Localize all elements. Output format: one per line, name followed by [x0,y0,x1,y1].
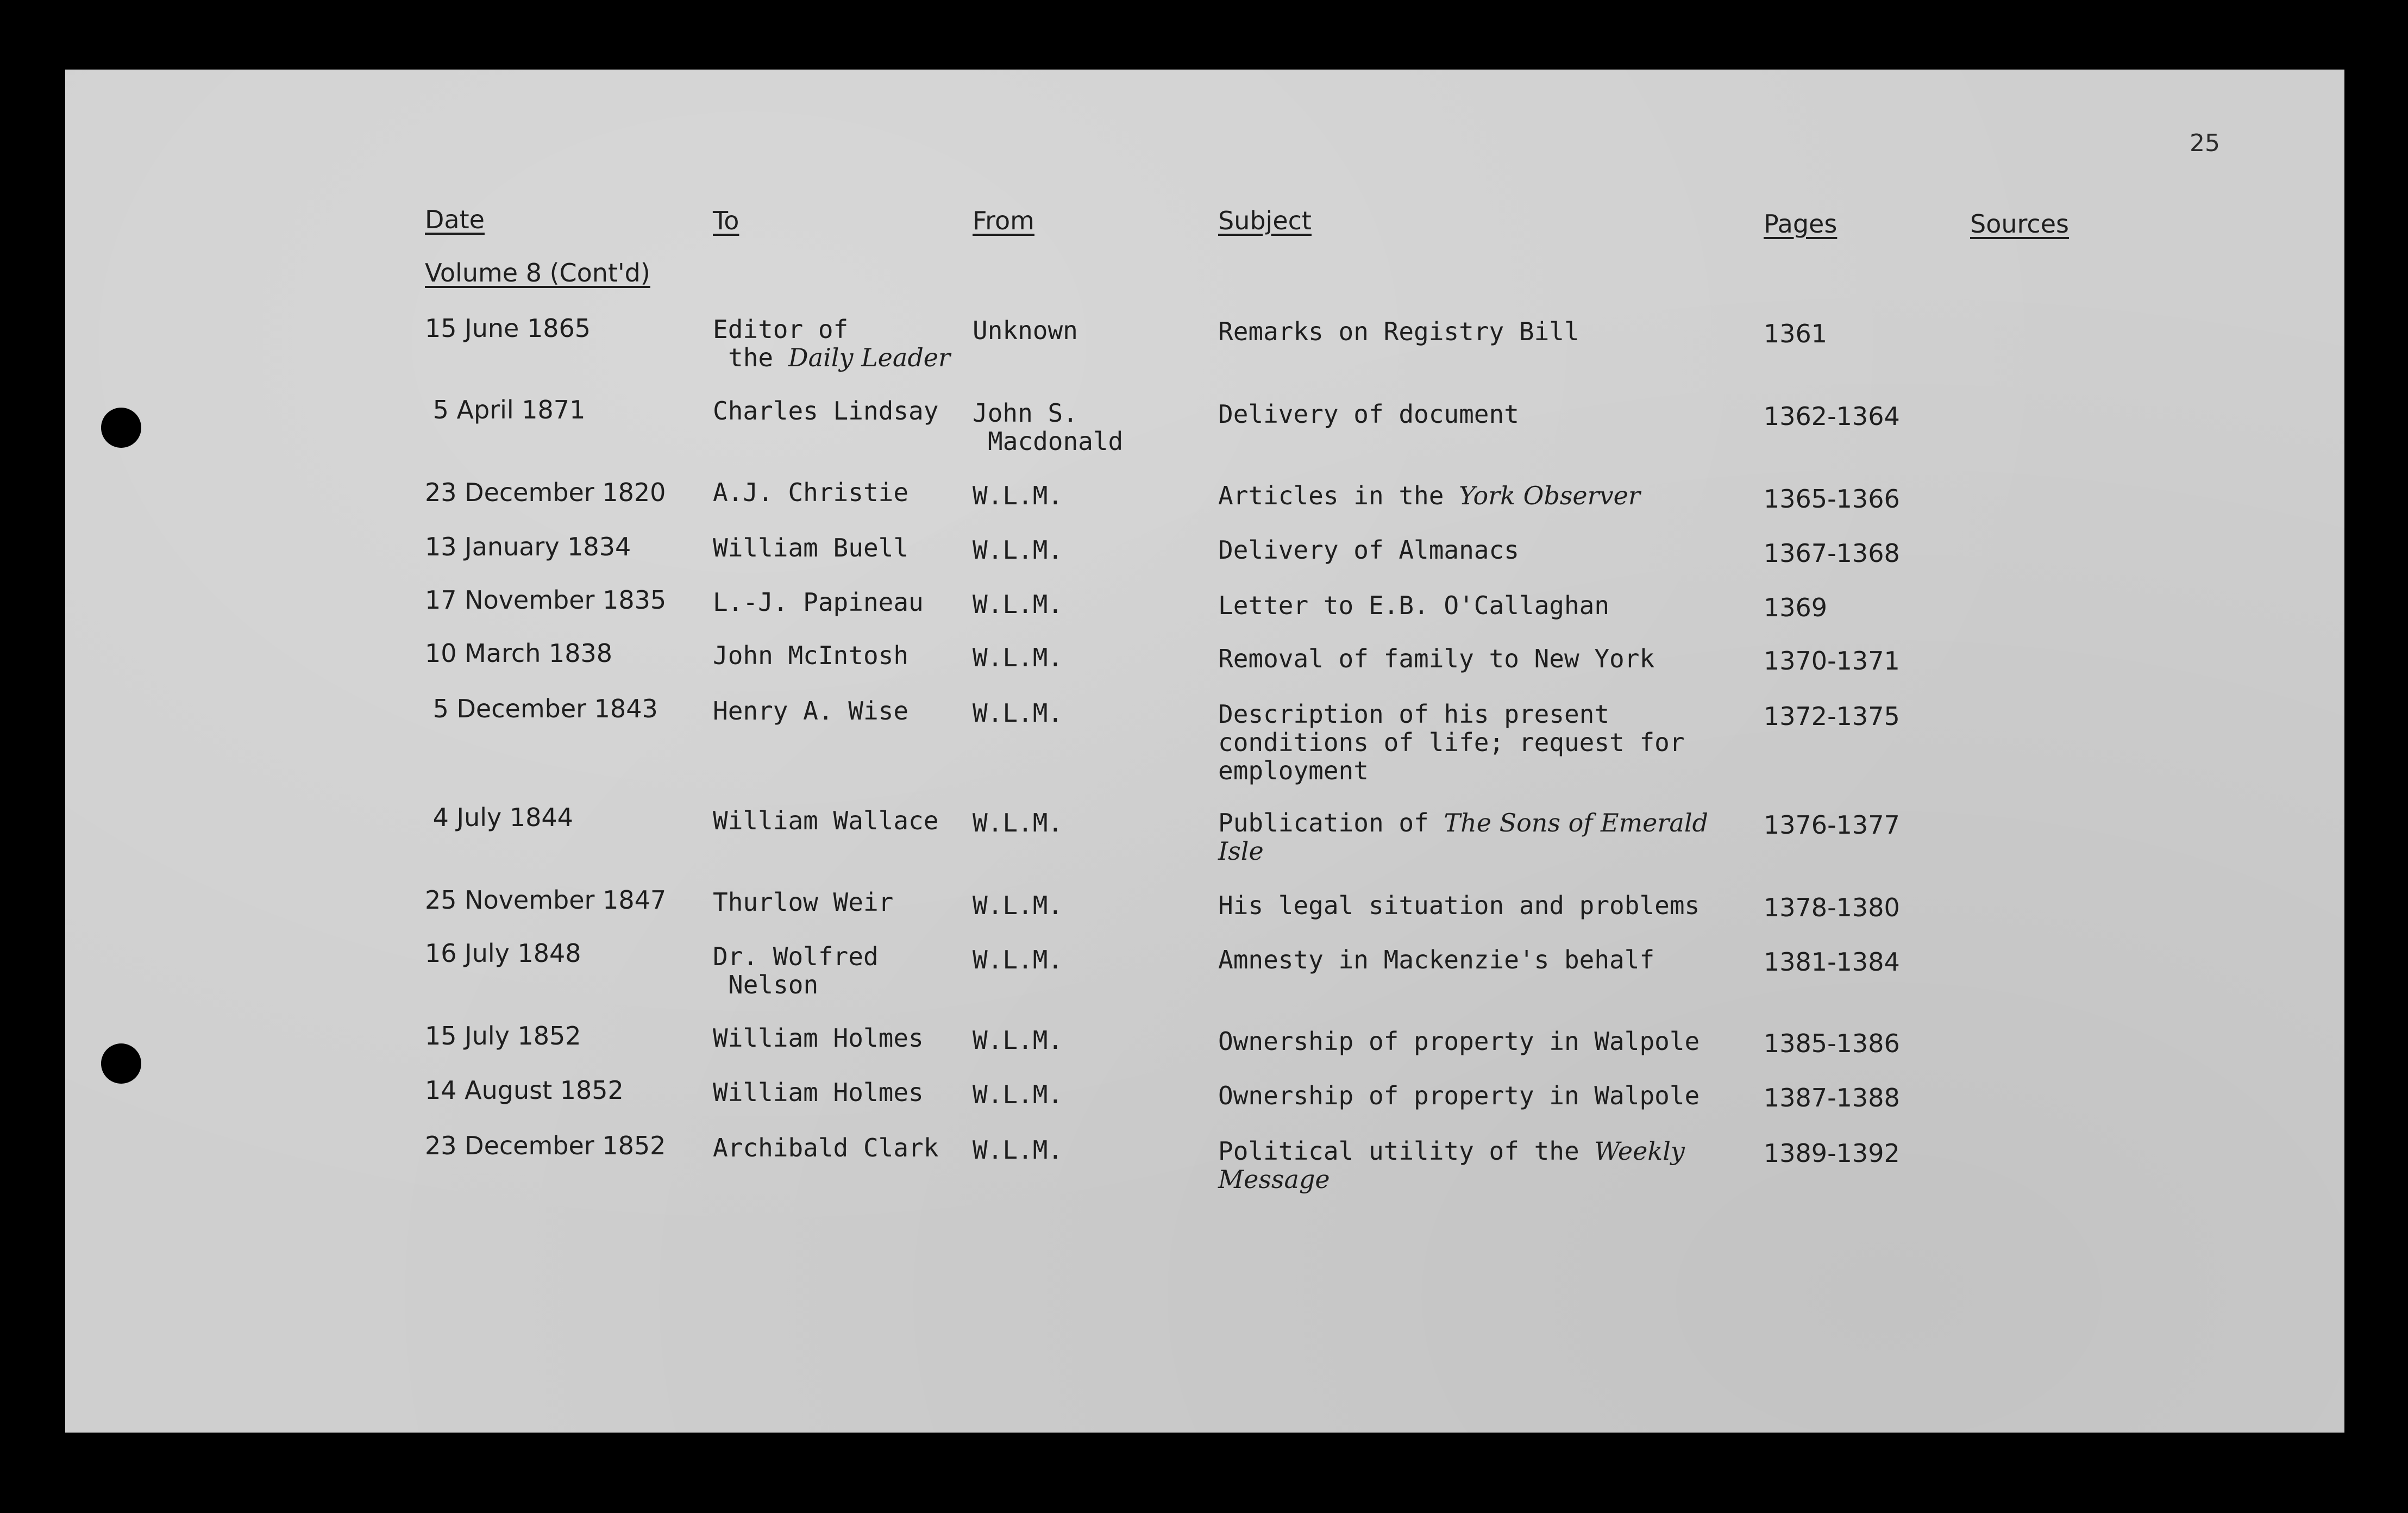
row-pages: 1369 [1764,593,1828,622]
row-to: Dr. Wolfred Nelson [713,942,879,999]
row-pages: 1378-1380 [1764,893,1900,922]
header-sources: Sources [1970,209,2069,239]
row-date: 4 July 1844 [425,803,573,832]
row-to: Thurlow Weir [713,887,894,917]
row-pages: 1381-1384 [1764,947,1900,977]
document-page [65,70,2344,1433]
row-subject: Ownership of property in Walpole [1218,1027,1700,1056]
row-from: W.L.M. [973,698,1063,728]
row-to: Archibald Clark [713,1133,939,1162]
row-pages: 1367-1368 [1764,539,1900,568]
row-from: W.L.M. [973,1080,1063,1109]
row-from: W.L.M. [973,590,1063,619]
row-date: 23 December 1852 [425,1131,666,1160]
row-to: John McIntosh [713,641,909,670]
header-pages: Pages [1764,209,1838,239]
row-from: W.L.M. [973,945,1063,974]
row-to: L.-J. Papineau [713,587,924,617]
row-from: W.L.M. [973,643,1063,672]
row-from: W.L.M. [973,1135,1063,1165]
row-subject: Removal of family to New York [1218,644,1655,673]
header-subject: Subject [1218,206,1312,235]
row-date: 23 December 1820 [425,478,666,507]
row-date: 13 January 1834 [425,532,631,561]
row-subject: His legal situation and problems [1218,891,1700,920]
page-number: 25 [2190,129,2220,157]
row-from: W.L.M. [973,1026,1063,1055]
row-subject: Amnesty in Mackenzie's behalf [1218,945,1655,974]
row-from: W.L.M. [973,481,1063,510]
row-date: 5 December 1843 [425,694,658,723]
row-subject: Ownership of property in Walpole [1218,1081,1700,1110]
row-subject: Remarks on Registry Bill [1218,317,1579,346]
row-pages: 1372-1375 [1764,702,1900,731]
row-subject: Delivery of document [1218,399,1519,429]
row-to: Henry A. Wise [713,696,909,726]
row-subject: Description of his present conditions of life; request for employment [1218,699,1685,785]
row-date: 10 March 1838 [425,639,613,668]
header-date: Date [425,205,485,234]
row-pages: 1361 [1764,319,1828,348]
row-subject: Publication of The Sons of Emerald Isle [1218,808,1708,866]
row-pages: 1389-1392 [1764,1139,1900,1168]
row-pages: 1362-1364 [1764,402,1900,431]
row-to: A.J. Christie [713,478,909,507]
row-subject: Letter to E.B. O'Callaghan [1218,591,1610,620]
row-to: Charles Lindsay [713,396,939,426]
header-to: To [713,206,739,235]
row-to: William Wallace [713,806,939,835]
row-from: Unknown [973,316,1078,345]
row-from: W.L.M. [973,891,1063,920]
row-subject: Delivery of Almanacs [1218,535,1519,565]
row-pages: 1387-1388 [1764,1083,1900,1112]
row-date: 15 June 1865 [425,314,591,343]
punch-hole-top [101,408,141,448]
row-from: John S. Macdonald [973,398,1124,456]
row-to: William Holmes [713,1023,924,1053]
row-subject: Articles in the York Observer [1218,481,1640,510]
row-to: Editor of the Daily Leader [713,315,950,372]
row-date: 14 August 1852 [425,1076,624,1105]
row-from: W.L.M. [973,808,1063,837]
punch-hole-bottom [101,1043,141,1084]
row-date: 15 July 1852 [425,1021,581,1051]
row-to: William Buell [713,533,909,562]
row-pages: 1376-1377 [1764,810,1900,840]
volume-heading: Volume 8 (Cont'd) [425,258,650,287]
row-subject: Political utility of the Weekly Message [1218,1136,1685,1194]
row-date: 5 April 1871 [425,395,586,424]
row-pages: 1370-1371 [1764,646,1900,676]
row-pages: 1365-1366 [1764,484,1900,514]
row-to: William Holmes [713,1078,924,1107]
row-pages: 1385-1386 [1764,1029,1900,1058]
row-date: 25 November 1847 [425,885,667,915]
row-date: 16 July 1848 [425,939,581,968]
row-date: 17 November 1835 [425,585,667,615]
row-from: W.L.M. [973,535,1063,565]
header-from: From [973,206,1034,235]
